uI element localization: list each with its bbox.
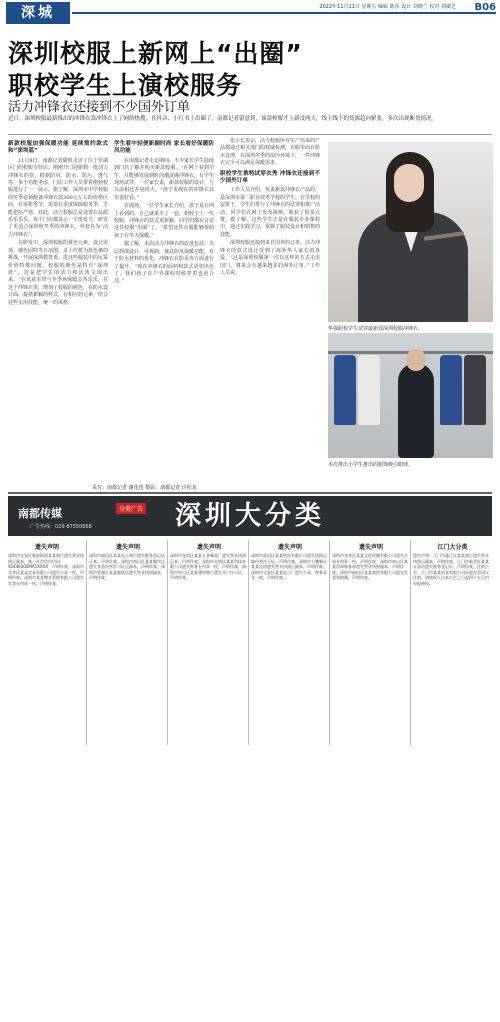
column-paragraph: 在南都记者走访期间，不少家长学生陆续到门店了解并购买新款校服。“在网上看到学生，并能够发展到时尚潮流感冲锋衣，有学生现场试穿，一位家长说，新款校服的设计，与以前相比差别很大。“孩子说现在的冲锋衣其实很好看。” [114, 157, 214, 201]
nandu-logo: 南都传媒 [18, 507, 62, 520]
photo-caption-2: 本次推出小学生推出的服饰吸引眼球。 [328, 462, 414, 468]
column-paragraph: 张示长表示，活力校服所有生产出来的产品都通过相关部门的权威检测，衣服里面有防水处理，在深圳冬季的湿冷环境下，一件冲锋衣完全可以满足保暖需求。 [220, 138, 320, 167]
headline-line-1: 深圳校服上新网上“出圈” [8, 39, 303, 68]
column-text: 深圳市宝安区新安街道某某商行遗失营业执照正副本，统一社会信用代码：92440300MA5XXXX，声明作废。深圳市龙华区某某贸易有限公司遗失公章一枚，声明作废。深圳市某某物业管理有限公司遗失发票专用章一枚，声明作废。 [8, 553, 85, 586]
section-separator [8, 492, 492, 494]
column-title: 遗失声明 [358, 544, 383, 551]
ad-hotline: 广告热线：029-87550668 [30, 524, 92, 530]
student-jacket-photo [328, 142, 493, 322]
lead-divider [8, 134, 492, 135]
photo-caption-1: 华强职校学生试穿最新款深圳校服冲锋衣。 [328, 326, 424, 332]
uniform-rack-photo [328, 333, 493, 458]
headline-line-2: 职校学生上演校服务 [8, 71, 243, 100]
section-tag: 深城 [6, 2, 70, 24]
page-meta: 2022年11月11日 星期五 编辑 陈莎 设计 刘晓兰 校对 刘敏芝 [319, 4, 456, 10]
ad-tag: 分类广告 [116, 503, 146, 514]
column-title: 江门大分类 [437, 544, 468, 551]
column-paragraph: 在现场，一位学生家长介绍，孩子是在网上看到的，自己就来买了一套，相较于上一代校服，冲锋衣的款式更新颖，同学们都在讨论这件校服“出圈”了，“希望这件衣服能够帮助孩子在冬天保暖。” [114, 203, 214, 239]
column-title: 遗失声明 [34, 544, 59, 551]
page-header [0, 0, 500, 21]
classified-column-1 [8, 540, 87, 745]
column-paragraph: 据了解，本次活力冲锋衣的改进包括：夹层抓绒设计，可拆卸，兼具防风保暖功能。对于防水材料的优化，冲锋衣在防水等方面进行了提升。“现在冲锋衣的面料和款式更加出色了，我们孩子在户外课程时候穿着也更合适。” [114, 241, 214, 285]
article-column-1 [8, 138, 108, 480]
article-column-2 [114, 138, 214, 480]
subheadline: 活力冲锋衣还接到不少国外订单 [8, 100, 191, 115]
ad-notice-title: 遗失声明 启事公告 [373, 997, 440, 1006]
column-text: 深圳市福田区某某电子商行遗失税务登记证正本，声明作废。深圳市南山区某某餐饮店遗失食品经营许可证正副本，声明作废。深圳市罗湖区某某服装店遗失营业执照副本，声明作废。 [89, 553, 165, 581]
page-number: B06 [474, 2, 496, 13]
column-heading: 职校学生推特试穿衣秀 冲锋衣还接到不少国外订单 [220, 170, 320, 185]
header-rule [72, 12, 496, 14]
column-paragraph: 11月8日，南都记者随机走访了位于罗湖区门的校服专营店，刚刚开门迎新到一批活力冲锋衣的货，根据防风、防水、防污、透气等、多个功能考虑，门店工作人员带着刚到校服进行了一一展示。据了解，深圳市中学校服的冬季必须配备冲锋衣款300元左右的价格区间，在零售季节，需要在重度保障服务季，才能把抗严寒。对此，活力校服总是设置在品质乐乐乐乐，每个门店都显示一个批发号，研发了更适合深圳秋冬季的冲锋衣，外套名为“活力冲锋衣”。 [8, 157, 108, 238]
classified-column-4 [251, 540, 330, 745]
column-title: 遗失声明 [115, 544, 140, 551]
lead-paragraph: 近日，深圳校服最新推出的冲锋衣款冲锋衣上了网络热搜，在抖音、小红书上出圈了。南都记者留意到，该款校服才上新没两天，线上线下的货源趋向紧张，多次出现断货情况。 [8, 116, 438, 122]
classified-column-5 [332, 540, 411, 745]
column-heading: 新款校服加强保暖功能 延续简约款式和“深圳蓝” [8, 141, 108, 155]
column-text: 深圳市龙岗区某某五金制品厂遗失营业执照正本，声明作废。深圳市光明区某某科技有限公司遗失财务专用章一枚，声明作废。深圳市坪山区某某建材商行遗失开户许可证，声明作废。 [170, 553, 246, 581]
ad-notice-hotline: 大分类广告热线：13128970842 [373, 1012, 491, 1021]
column-text: 深圳市盐田区某某物流有限公司遗失道路运输经营许可证，声明作废。深圳市大鹏新区某某民宿遗失营业执照正副本，声明作废。深圳市宝安区某某电子厂遗失公章、财务章各一枚，声明作废。 [251, 553, 327, 581]
classified-column-3 [170, 540, 249, 745]
column-paragraph: 工作人员介绍，负责新款冲锋衣产品的，是深圳市第二职业技术学校的学生。在学校的安排下，学生们参与了冲锋衣的试穿和推广活动，同学们在网上发布视频，收获了很多点赞。据了解，这些学生正是在服装专业课程中，通过实践学习，掌握了服装设计和销售的技能。 [220, 187, 320, 238]
classified-title: 深圳大分类 [174, 501, 325, 531]
column-heading: 学生看中轻便新颖时尚 家长看好保暖防风功能 [114, 141, 214, 155]
byline: 采写：南都记者 谢莲莲 摄影：南都记者 许松龙 [92, 485, 197, 491]
column-text: 遗失声明：江门市蓬江区某某商行遗失营业执照正副本，声明作废。江门市新会区某某五金店遗失税务登记证，声明作废。注销公告：江门市某某贸易有限公司经股东会决议注销，请债权人自本公告之日起四十五日内申报债权。 [413, 553, 489, 586]
column-paragraph: 在研发中，深圳校服的黄色元素，设计需项，感色固特等日出图，盖上红框为蓝色条的挑战，开展深圳教育委。选这些服装中的尼采价值特殊问题，校服的颜色是特有“深圳蓝”，这是把学生的活力和活泼呈现出来。“在蓝底本带与冬季场保暖会各乐乐，在这个冲锋衣里，增加了校服的颜色，在防水设计面、提供新颖的样式，在相应的元素，结合这些实用技能，统一的风格。 [8, 240, 108, 306]
column-title: 遗失声明 [196, 544, 221, 551]
classified-listings [8, 540, 492, 745]
column-paragraph: 深圳校服还接到来自国外的订单。活力冲锋衣的款式设计受到了海外华人家长的喜爱，“这是深圳校服第一次以这样的方式走出国门，将来会有越来越多的海外订单。”工作人员说。 [220, 240, 320, 276]
column-text: 深圳市龙华区某某文化传播有限公司遗失合同专用章一枚，声明作废。深圳市南山区某某咨询服务部遗失营业执照副本，声明作废。深圳市福田区某某商贸有限公司遗失发票领购簿，声明作废。 [332, 553, 408, 581]
classified-column-6 [413, 540, 492, 745]
classified-column-2 [89, 540, 168, 745]
column-title: 遗失声明 [277, 544, 302, 551]
article-column-3 [220, 138, 320, 480]
